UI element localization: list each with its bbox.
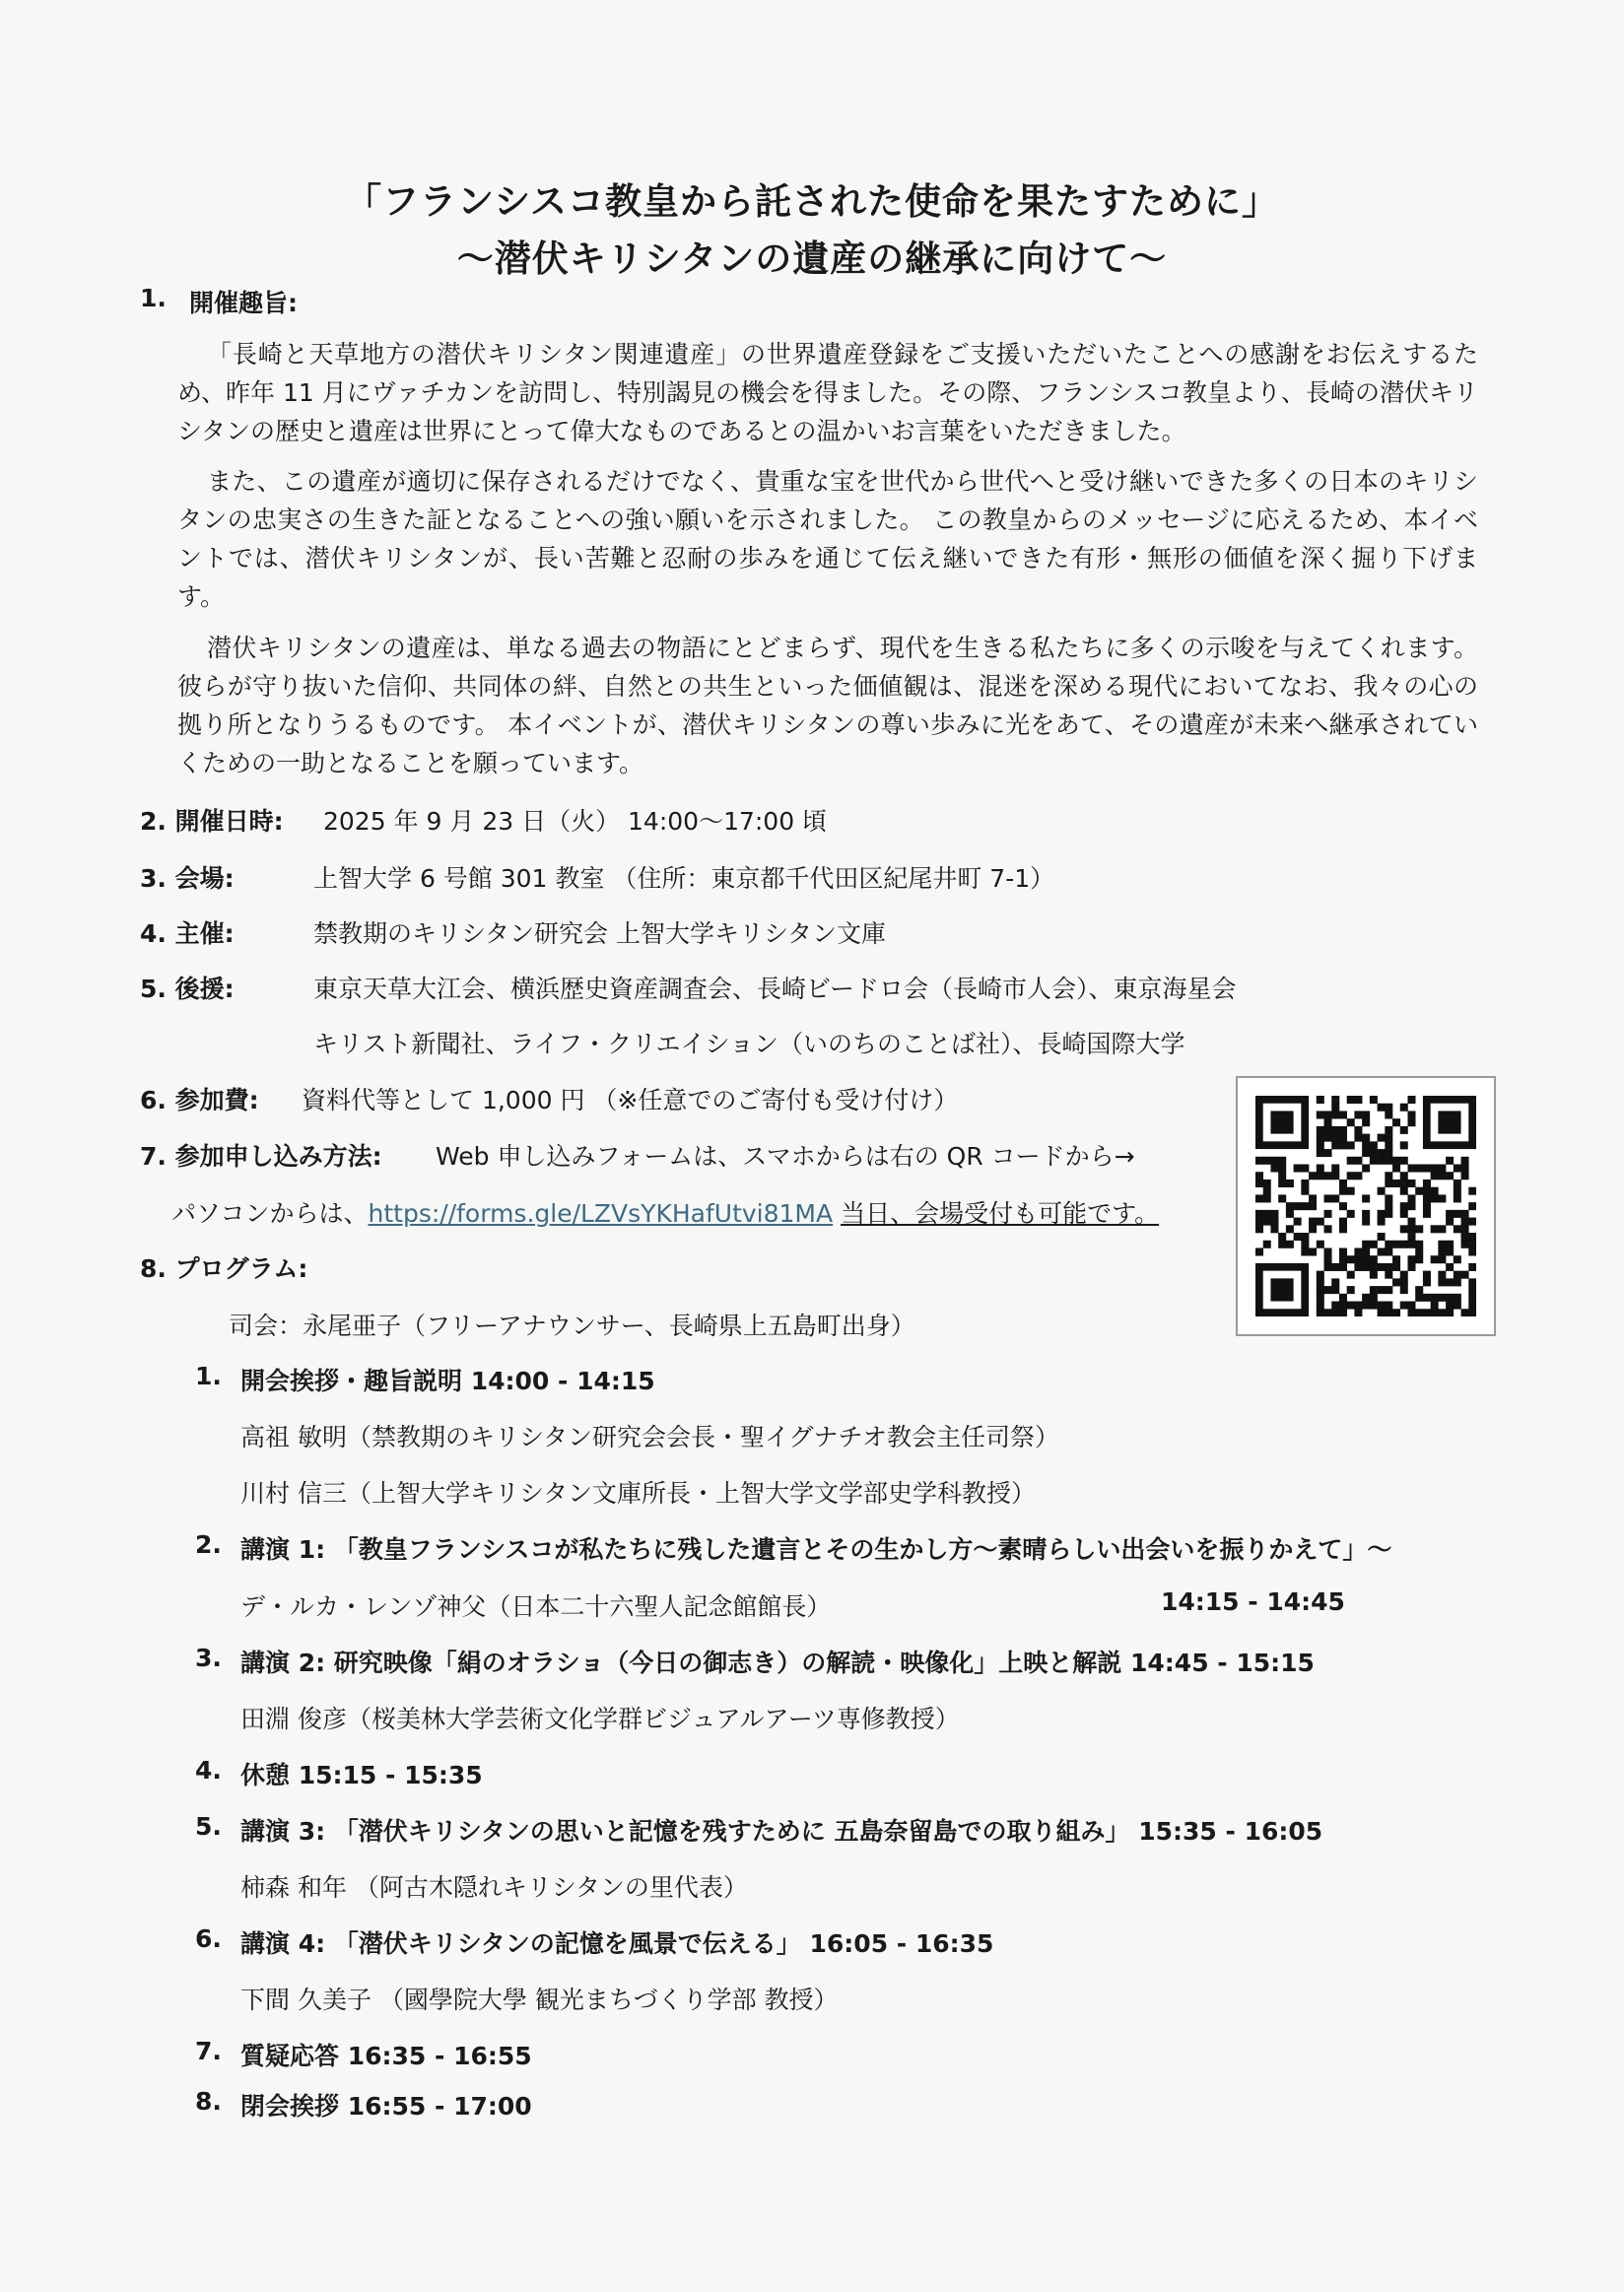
program-speaker: デ・ルカ・レンゾ神父（日本二十六聖人記念館館長） — [240, 1592, 832, 1621]
program-speaker: 下間 久美子 （國學院大學 観光まちづくり学部 教授） — [240, 1986, 839, 2014]
s6-label: 6. 参加費: — [140, 1086, 259, 1114]
s3-value: 上智大学 6 号館 301 教室 （住所：東京都千代田区紀尾井町 7-1） — [313, 864, 1055, 893]
program-item-num: 2. — [195, 1530, 222, 1559]
doc-title: 「フランシスコ教皇から託された使命を果たすために」 — [345, 180, 1279, 223]
form-url-link[interactable]: https://forms.gle/LZVsYKHafUtvi81MA — [368, 1199, 834, 1228]
program-mc: 司会：永尾亜子（フリーアナウンサー、長崎県上五島町出身） — [229, 1312, 915, 1340]
s7-value: Web 申し込みフォームは、スマホからは右の QR コードから→ — [436, 1142, 1135, 1171]
program-item-num: 6. — [195, 1924, 222, 1953]
s1-number: 1. — [140, 284, 167, 312]
s7-suffix: 当日、会場受付も可能です。 — [841, 1199, 1160, 1228]
program-item-num: 8. — [195, 2087, 222, 2116]
program-item-title: 講演 2: 研究映像「絹のオラショ（今日の御志き）の解読・映像化」上映と解説 14:45 - 15:15 — [240, 1649, 1315, 1677]
s1-para2: また、この遺産が適切に保存されるだけでなく、貴重な宝を世代から世代へと受け継いできた多くの日本のキリシタンの忠実さの生きた証となることへの強い願いを示されました。 この教皇からのメッセージに応えるため、本イベントでは、潜伏キリシタンが、長い苦難と忍耐の歩みを通じて伝え継いできた有形・無形の価値を深く掘り下げます。 — [177, 467, 1478, 611]
s5-line2: キリスト新聞社、ライフ・クリエイション（いのちのことば社）、長崎国際大学 — [313, 1030, 1185, 1058]
program-item-title: 講演 3: 「潜伏キリシタンの思いと記憶を残すために 五島奈留島での取り組み」 15:35 - 16:05 — [240, 1817, 1323, 1846]
s1-para1-block — [177, 335, 1478, 450]
s2-value: 2025 年 9 月 23 日（火） 14:00～17:00 頃 — [323, 807, 828, 836]
s1-para3: 潜伏キリシタンの遺産は、単なる過去の物語にとどまらず、現代を生きる私たちに多くの示唆を与えてくれます。彼らが守り抜いた信仰、共同体の絆、自然との共生といった価値観は、混迷を深める現代においてなお、我々の心の拠り所となりうるものです。 本イベントが、潜伏キリシタンの尊い歩みに光をあて、その遺産が未来へ継承されていくための一助となることを願っています。 — [177, 634, 1478, 777]
program-item-num: 3. — [195, 1644, 222, 1672]
program-item-num: 4. — [195, 1756, 222, 1785]
program-item-title: 休憩 15:15 - 15:35 — [240, 1761, 483, 1789]
qr-code-graphic — [1255, 1096, 1476, 1316]
program-item-title: 閉会挨拶 16:55 - 17:00 — [240, 2092, 532, 2121]
program-time: 14:15 - 14:45 — [1161, 1587, 1345, 1616]
program-item-num: 1. — [195, 1362, 222, 1390]
s7-pc-line — [171, 1194, 1159, 1230]
s1-para2-block — [177, 462, 1478, 616]
s2-label: 2. 開催日時: — [140, 807, 284, 836]
s1-heading: 開催趣旨: — [189, 289, 298, 317]
qr-code[interactable] — [1236, 1076, 1496, 1336]
s6-value: 資料代等として 1,000 円 （※任意でのご寄付も受け付け） — [302, 1086, 959, 1114]
program-speaker: 田淵 俊彦（桜美林大学芸術文化学群ビジュアルアーツ専修教授） — [240, 1705, 960, 1733]
doc-subtitle: ～潜伏キリシタンの遺産の継承に向けて～ — [456, 237, 1168, 280]
program-item-num: 5. — [195, 1812, 222, 1841]
s1-para3-block — [177, 629, 1478, 782]
s5-line1: 東京天草大江会、横浜歴史資産調査会、長崎ビードロ会（長崎市人会）、東京海星会 — [313, 975, 1237, 1003]
program-item-title: 質疑応答 16:35 - 16:55 — [240, 2042, 532, 2070]
program-speaker: 高祖 敏明（禁教期のキリシタン研究会会長・聖イグナチオ教会主任司祭） — [240, 1423, 1059, 1451]
s4-value: 禁教期のキリシタン研究会 上智大学キリシタン文庫 — [313, 919, 886, 948]
s4-label: 4. 主催: — [140, 919, 235, 948]
s3-label: 3. 会場: — [140, 864, 235, 893]
s7-label: 7. 参加申し込み方法: — [140, 1142, 382, 1171]
program-speaker: 柿森 和年 （阿古木隠れキリシタンの里代表） — [240, 1873, 748, 1902]
program-item-num: 7. — [195, 2037, 222, 2065]
program-speaker: 川村 信三（上智大学キリシタン文庫所長・上智大学文学部史学科教授） — [240, 1479, 1036, 1508]
s8-label: 8. プログラム: — [140, 1254, 308, 1283]
program-item-title: 講演 1: 「教皇フランシスコが私たちに残した遺言とその生かし方～素晴らしい出会いを振りかえて」～ — [240, 1535, 1392, 1564]
s7-pc-prefix: パソコンからは、 — [171, 1199, 369, 1228]
s1-para1: 「長崎と天草地方の潜伏キリシタン関連遺産」の世界遺産登録をご支援いただいたことへの感謝をお伝えするため、昨年 11 月にヴァチカンを訪問し、特別謁見の機会を得ました。その際、フランシスコ教皇より、長崎の潜伏キリシタンの歴史と遺産は世界にとって偉大なものであるとの温かいお言葉をいただきました。 — [177, 340, 1478, 445]
s5-label: 5. 後援: — [140, 975, 235, 1003]
program-item-title: 開会挨拶・趣旨説明 14:00 - 14:15 — [240, 1367, 655, 1395]
program-item-title: 講演 4: 「潜伏キリシタンの記憶を風景で伝える」 16:05 - 16:35 — [240, 1929, 994, 1958]
